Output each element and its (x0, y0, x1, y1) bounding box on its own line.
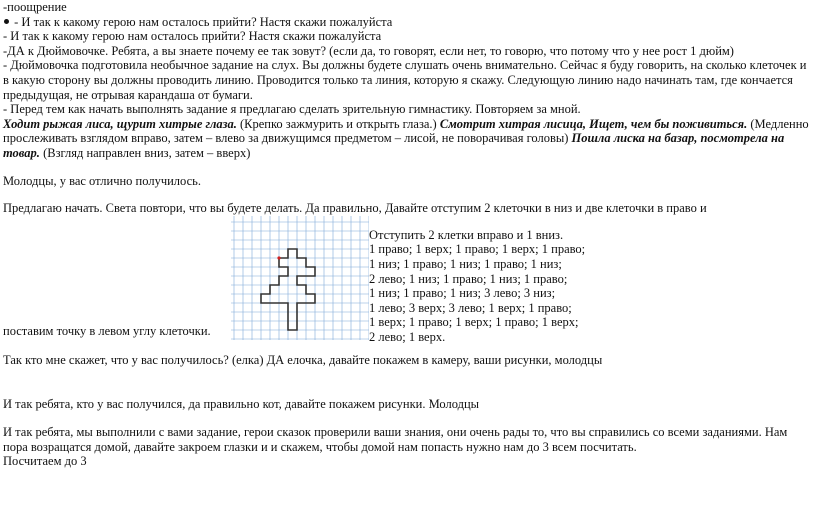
paragraph-task-description: - Дюймовочка подготовила необычное задание на слух. Вы должны будете слушать очень внимательно. Сейчас я буду говорить, на сколько клеточек и в какую сторону вы должны проводить линию. Проводится только та линия, которую я скажу. Следующую линию надо начинать там, где кончается предыдущая, не отрывая карандаша от бумаги. (3, 58, 807, 102)
line-count: Посчитаем до 3 (3, 454, 87, 469)
line-cat: И так ребята, кто у вас получился, да правильно кот, давайте покажем рисунки. Молодцы (3, 397, 480, 412)
figure-row (3, 216, 813, 344)
grid-lines (231, 216, 369, 340)
document-body (3, 0, 813, 469)
step-line: 2 лево; 1 верх. (369, 329, 446, 344)
line-result-question: Так кто мне скажет, что у вас получилось? (елка) ДА елочка, давайте покажем в камеру, ваши рисунки, молодцы (3, 352, 603, 367)
line-question-text: - И так к какому герою нам осталось прийти? Настя скажи пожалуйста (11, 14, 393, 29)
step-line: 1 право; 1 верх; 1 право; 1 верх; 1 право; (369, 242, 586, 257)
instruction-2: (Медленно прослеживать взглядом вправо, затем – влево за движущимся предметом – лисой, не поворачивая головы) (3, 116, 809, 146)
line-question: - И так к какому герою нам осталось прийти? Настя скажи пожалуйста (3, 29, 382, 44)
start-dot (277, 256, 280, 259)
paragraph-eye-gymnastics (3, 117, 813, 161)
line-question-bulleted (3, 15, 813, 30)
instructions-list (369, 228, 629, 345)
step-line: 2 лево; 1 низ; 1 право; 1 низ; 1 право; (369, 271, 568, 286)
verse-3: Пошла лиска на базар, посмотрела на товар. (3, 131, 785, 160)
step-line: 1 низ; 1 право; 1 низ; 3 лево; 3 низ; (369, 286, 556, 301)
bullet-icon (4, 19, 9, 24)
grid-paper-figure (231, 216, 369, 340)
step-line: 1 низ; 1 право; 1 низ; 1 право; 1 низ; (369, 256, 562, 271)
step-line: Отступить 2 клетки вправо и 1 вниз. (369, 227, 564, 242)
paragraph-final: И так ребята, мы выполнили с вами задание, герои сказок проверили ваши знания, они очень рады то, что вы справились со всеми заданиями. Нам пора возращатся домой, давайте закроем глазки и и скажем, чтобы домой нам попасть нужно нам до 3 всем посчитать. (3, 424, 788, 454)
step-line: 1 лево; 3 верх; 3 лево; 1 верх; 1 право; (369, 300, 572, 315)
verse-2: Смотрит хитрая лисица, Ищет, чем бы поживиться. (439, 116, 748, 131)
instruction-1: (Крепко зажмурить и открыть глаза.) (236, 116, 440, 131)
line-gymnastics-intro: - Перед тем как начать выполнять задание я предлагаю сделать зрительную гимнастику. Повторяем за мной. (3, 102, 581, 117)
line-encouragement: -поощрение (3, 0, 67, 14)
line-start: Предлагаю начать. Света повтори, что вы будете делать. Да правильно, Давайте отступим 2 клеточки в низ и две клеточки в право и (3, 201, 707, 216)
instruction-3: (Взгляд направлен вниз, затем – вверх) (39, 145, 251, 160)
verse-1: Ходит рыжая лиса, щурит хитрые глаза. (3, 116, 237, 131)
step-line: 1 верх; 1 право; 1 верх; 1 право; 1 верх; (369, 315, 579, 330)
line-thumbelina: -ДА к Дюймовочке. Ребята, а вы знаете почему ее так зовут? (если да, то говорят, если нет, то говорю, что потому что у нее рост 1 дюйм) (3, 43, 734, 58)
line-dot: поставим точку в левом углу клеточки. (3, 324, 211, 339)
line-praise: Молодцы, у вас отлично получилось. (3, 173, 201, 188)
